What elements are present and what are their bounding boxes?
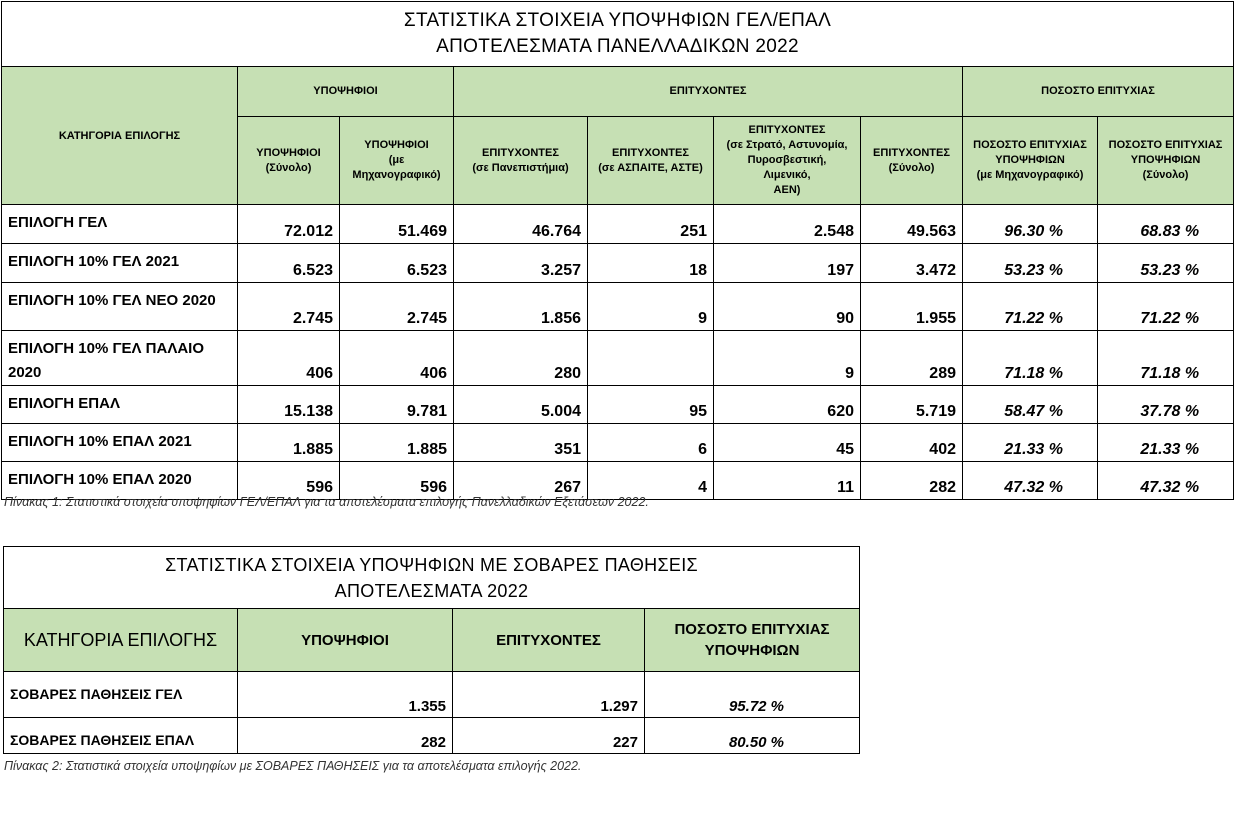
success-rate-cell: 96.30 % <box>963 205 1098 244</box>
category-header: ΚΑΤΗΓΟΡΙΑ ΕΠΙΛΟΓΗΣ <box>2 67 238 205</box>
value-cell: 1.885 <box>238 424 340 462</box>
value-cell: 406 <box>340 331 454 386</box>
table-title <box>2 2 1234 67</box>
table-row <box>2 331 1234 386</box>
candidates-header: ΥΠΟΨΗΦΙΟΙ <box>238 609 453 672</box>
value-cell <box>588 331 714 386</box>
value-cell: 351 <box>454 424 588 462</box>
success-rate-cell: 21.33 % <box>963 424 1098 462</box>
category-cell: ΕΠΙΛΟΓΗ 10% ΕΠΑΛ 2020 <box>2 462 238 500</box>
column-header <box>714 117 861 205</box>
value-cell: 620 <box>714 386 861 424</box>
header-line: (με <box>388 154 405 166</box>
success-rate-cell: 37.78 % <box>1098 386 1234 424</box>
table1-caption: Πίνακας 1: Στατιστικά στοιχεία υποψηφίων ΓΕΛ/ΕΠΑΛ για τα αποτελέσματα επιλογής Πανελλαδικών Εξετάσεων 2022. <box>4 495 649 509</box>
successful-header: ΕΠΙΤΥΧΟΝΤΕΣ <box>453 609 645 672</box>
value-cell: 45 <box>714 424 861 462</box>
value-cell: 6 <box>588 424 714 462</box>
header-line: (σε Πανεπιστήμια) <box>472 161 569 174</box>
value-cell: 1.856 <box>454 283 588 331</box>
column-header <box>340 117 454 205</box>
value-cell: 95 <box>588 386 714 424</box>
table-row <box>4 718 860 754</box>
value-cell: 267 <box>454 462 588 500</box>
header-line: ΥΠΟΨΗΦΙΩΝ <box>1130 154 1201 166</box>
value-cell: 2.745 <box>340 283 454 331</box>
group-header-successful: ΕΠΙΤΥΧΟΝΤΕΣ <box>454 67 963 117</box>
value-cell: 6.523 <box>238 244 340 283</box>
table-title <box>4 547 860 609</box>
value-cell: 5.004 <box>454 386 588 424</box>
value-cell: 9 <box>714 331 861 386</box>
header-line: ΠΟΣΟΣΤΟ ΕΠΙΤΥΧΙΑΣ <box>674 621 830 638</box>
value-cell: 1.885 <box>340 424 454 462</box>
value-cell: 6.523 <box>340 244 454 283</box>
header-line: (Σύνολο) <box>888 161 935 174</box>
value-cell: 1.355 <box>238 672 453 718</box>
value-cell: 289 <box>861 331 963 386</box>
value-cell: 9 <box>588 283 714 331</box>
header-line: ΥΠΟΨΗΦΙΟΙ <box>256 146 321 159</box>
value-cell: 46.764 <box>454 205 588 244</box>
serious-conditions-table <box>3 546 860 754</box>
success-rate-cell: 53.23 % <box>963 244 1098 283</box>
table2-caption: Πίνακας 2: Στατιστικά στοιχεία υποψηφίων με ΣΟΒΑΡΕΣ ΠΑΘΗΣΕΙΣ για τα αποτελέσματα επιλογής 2022. <box>4 759 582 773</box>
column-header <box>454 117 588 205</box>
header-line: ΕΠΙΤΥΧΟΝΤΕΣ <box>482 146 559 159</box>
value-cell: 18 <box>588 244 714 283</box>
header-line: ΕΠΙΤΥΧΟΝΤΕΣ <box>873 146 950 159</box>
value-cell: 406 <box>238 331 340 386</box>
success-rate-cell: 95.72 % <box>645 672 860 718</box>
header-line: ΥΠΟΨΗΦΙΩΝ <box>995 154 1065 166</box>
value-cell: 2.548 <box>714 205 861 244</box>
category-cell: ΕΠΙΛΟΓΗ ΕΠΑΛ <box>2 386 238 424</box>
value-cell: 9.781 <box>340 386 454 424</box>
success-rate-cell: 71.22 % <box>1098 283 1234 331</box>
value-cell: 2.745 <box>238 283 340 331</box>
value-cell: 596 <box>238 462 340 500</box>
success-rate-cell: 80.50 % <box>645 718 860 754</box>
table-row <box>2 283 1234 331</box>
success-rate-cell: 71.18 % <box>1098 331 1234 386</box>
value-cell: 1.297 <box>453 672 645 718</box>
value-cell: 197 <box>714 244 861 283</box>
value-cell: 11 <box>714 462 861 500</box>
title-line: ΣΤΑΤΙΣΤΙΚΑ ΣΤΟΙΧΕΙΑ ΥΠΟΨΗΦΙΩΝ ΓΕΛ/ΕΠΑΛ <box>403 10 832 31</box>
column-header <box>588 117 714 205</box>
category-cell: ΕΠΙΛΟΓΗ 10% ΕΠΑΛ 2021 <box>2 424 238 462</box>
value-cell: 5.719 <box>861 386 963 424</box>
header-line: Λιμενικό, <box>763 169 811 181</box>
value-cell: 280 <box>454 331 588 386</box>
column-header <box>1098 117 1234 205</box>
category-cell: ΕΠΙΛΟΓΗ 10% ΓΕΛ 2021 <box>2 244 238 283</box>
table-row <box>2 462 1234 500</box>
value-cell: 49.563 <box>861 205 963 244</box>
value-cell: 90 <box>714 283 861 331</box>
category-cell: ΕΠΙΛΟΓΗ ΓΕΛ <box>2 205 238 244</box>
column-header <box>963 117 1098 205</box>
header-line: ΕΠΙΤΥΧΟΝΤΕΣ <box>748 124 826 136</box>
header-line: ΑΕΝ) <box>773 184 801 196</box>
value-cell: 282 <box>238 718 453 754</box>
success-rate-cell: 47.32 % <box>1098 462 1234 500</box>
category-header: ΚΑΤΗΓΟΡΙΑ ΕΠΙΛΟΓΗΣ <box>4 609 238 672</box>
value-cell: 3.257 <box>454 244 588 283</box>
column-header <box>861 117 963 205</box>
candidates-statistics-table <box>1 1 1234 500</box>
table-row <box>4 672 860 718</box>
table-row <box>2 244 1234 283</box>
value-cell: 51.469 <box>340 205 454 244</box>
value-cell: 596 <box>340 462 454 500</box>
group-header-success-rate: ΠΟΣΟΣΤΟ ΕΠΙΤΥΧΙΑΣ <box>963 67 1234 117</box>
header-line: ΕΠΙΤΥΧΟΝΤΕΣ <box>612 146 689 159</box>
header-line: (Σύνολο) <box>265 161 312 174</box>
value-cell: 282 <box>861 462 963 500</box>
header-line: ΠΟΣΟΣΤΟ ΕΠΙΤΥΧΙΑΣ <box>973 139 1087 151</box>
value-cell: 402 <box>861 424 963 462</box>
title-line: ΣΤΑΤΙΣΤΙΚΑ ΣΤΟΙΧΕΙΑ ΥΠΟΨΗΦΙΩΝ ΜΕ ΣΟΒΑΡΕΣ ΠΑΘΗΣΕΙΣ <box>165 554 698 575</box>
category-cell: ΣΟΒΑΡΕΣ ΠΑΘΗΣΕΙΣ ΕΠΑΛ <box>4 718 238 754</box>
category-cell: ΣΟΒΑΡΕΣ ΠΑΘΗΣΕΙΣ ΓΕΛ <box>4 672 238 718</box>
category-cell: ΕΠΙΛΟΓΗ 10% ΓΕΛ ΝΕΟ 2020 <box>2 283 238 331</box>
header-line: (με Μηχανογραφικό) <box>976 169 1084 181</box>
table-row <box>2 386 1234 424</box>
value-cell: 1.955 <box>861 283 963 331</box>
header-line: (Σύνολο) <box>1142 169 1189 181</box>
success-rate-cell: 58.47 % <box>963 386 1098 424</box>
title-line: ΑΠΟΤΕΛΕΣΜΑΤΑ ΠΑΝΕΛΛΑΔΙΚΩΝ 2022 <box>436 36 799 57</box>
success-rate-cell: 71.22 % <box>963 283 1098 331</box>
header-line: (σε ΑΣΠΑΙΤΕ, ΑΣΤΕ) <box>598 161 703 174</box>
header-line: Μηχανογραφικό) <box>352 169 441 181</box>
value-cell: 3.472 <box>861 244 963 283</box>
table-row <box>2 205 1234 244</box>
value-cell: 72.012 <box>238 205 340 244</box>
success-rate-cell: 47.32 % <box>963 462 1098 500</box>
category-cell: ΕΠΙΛΟΓΗ 10% ΓΕΛ ΠΑΛΑΙΟ 2020 <box>2 331 238 386</box>
value-cell: 15.138 <box>238 386 340 424</box>
header-line: Πυροσβεστική, <box>747 154 827 166</box>
success-rate-cell: 53.23 % <box>1098 244 1234 283</box>
value-cell: 4 <box>588 462 714 500</box>
success-rate-cell: 71.18 % <box>963 331 1098 386</box>
header-line: ΥΠΟΨΗΦΙΩΝ <box>704 642 800 659</box>
header-line: ΥΠΟΨΗΦΙΟΙ <box>364 139 429 151</box>
success-rate-cell: 21.33 % <box>1098 424 1234 462</box>
column-header <box>238 117 340 205</box>
header-line: (σε Στρατό, Αστυνομία, <box>726 139 848 151</box>
title-line: ΑΠΟΤΕΛΕΣΜΑΤΑ 2022 <box>334 580 529 601</box>
group-header-candidates: ΥΠΟΨΗΦΙΟΙ <box>238 67 454 117</box>
value-cell: 251 <box>588 205 714 244</box>
success-rate-header <box>645 609 860 672</box>
success-rate-cell: 68.83 % <box>1098 205 1234 244</box>
value-cell: 227 <box>453 718 645 754</box>
table-row <box>2 424 1234 462</box>
header-line: ΠΟΣΟΣΤΟ ΕΠΙΤΥΧΙΑΣ <box>1108 139 1223 151</box>
